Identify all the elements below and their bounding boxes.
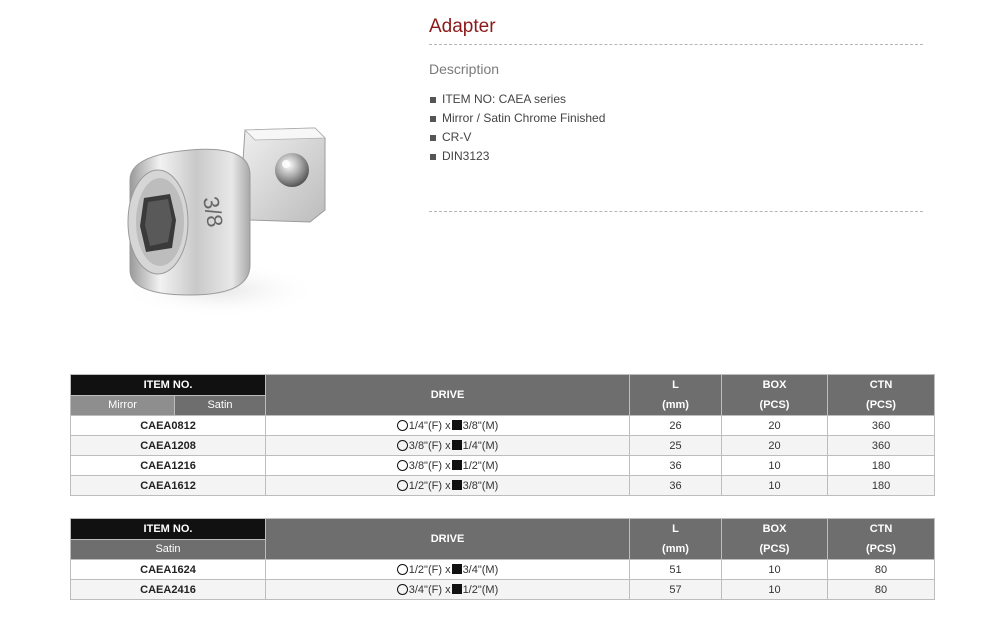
box-cell: 10 bbox=[722, 560, 828, 580]
item-code: CAEA1208 bbox=[71, 436, 266, 456]
drive-cell: 3/8"(F) x 1/2"(M) bbox=[266, 456, 630, 476]
female-drive-icon bbox=[397, 584, 408, 595]
male-drive-icon bbox=[452, 564, 462, 574]
square-bullet-icon bbox=[430, 97, 436, 103]
table-row bbox=[71, 476, 935, 496]
ctn-cell: 180 bbox=[828, 476, 935, 496]
feature-list bbox=[429, 90, 923, 166]
table-row bbox=[71, 560, 935, 580]
male-drive-icon bbox=[452, 480, 462, 490]
female-drive-icon bbox=[397, 480, 408, 491]
box-cell: 20 bbox=[722, 416, 828, 436]
header-satin: Satin bbox=[175, 395, 266, 416]
male-drive-icon bbox=[452, 440, 462, 450]
ctn-cell: 80 bbox=[828, 580, 935, 600]
male-drive-icon bbox=[452, 420, 462, 430]
header-ctn: CTN (PCS) bbox=[828, 519, 935, 560]
header-satin: Satin bbox=[71, 539, 266, 560]
ctn-cell: 360 bbox=[828, 416, 935, 436]
header-drive: DRIVE bbox=[266, 375, 630, 416]
ctn-cell: 360 bbox=[828, 436, 935, 456]
item-code: CAEA1624 bbox=[71, 560, 266, 580]
female-drive-icon bbox=[397, 420, 408, 431]
box-cell: 10 bbox=[722, 476, 828, 496]
item-code: CAEA1216 bbox=[71, 456, 266, 476]
ctn-cell: 180 bbox=[828, 456, 935, 476]
socket-adapter-illustration bbox=[100, 100, 360, 340]
box-cell: 20 bbox=[722, 436, 828, 456]
product-info-panel bbox=[429, 14, 923, 212]
header-l: L (mm) bbox=[630, 519, 722, 560]
length-cell: 51 bbox=[630, 560, 722, 580]
length-cell: 26 bbox=[630, 416, 722, 436]
divider bbox=[429, 211, 923, 212]
drive-cell: 1/2"(F) x 3/8"(M) bbox=[266, 476, 630, 496]
product-image bbox=[100, 100, 360, 340]
square-bullet-icon bbox=[430, 135, 436, 141]
product-title: Adapter bbox=[429, 16, 496, 37]
item-code: CAEA2416 bbox=[71, 580, 266, 600]
drive-cell: 1/2"(F) x 3/4"(M) bbox=[266, 560, 630, 580]
ctn-cell: 80 bbox=[828, 560, 935, 580]
spec-table-mirror-satin bbox=[70, 374, 935, 496]
box-cell: 10 bbox=[722, 456, 828, 476]
table-row bbox=[71, 456, 935, 476]
header-l: L (mm) bbox=[630, 375, 722, 416]
box-cell: 10 bbox=[722, 580, 828, 600]
header-box: BOX (PCS) bbox=[722, 375, 828, 416]
table-row bbox=[71, 416, 935, 436]
male-drive-icon bbox=[452, 460, 462, 470]
length-cell: 36 bbox=[630, 456, 722, 476]
header-mirror: Mirror bbox=[71, 395, 175, 416]
feature-item: CR-V bbox=[429, 128, 923, 147]
table-row bbox=[71, 436, 935, 456]
feature-item: Mirror / Satin Chrome Finished bbox=[429, 109, 923, 128]
drive-cell: 3/4"(F) x 1/2"(M) bbox=[266, 580, 630, 600]
header-ctn: CTN (PCS) bbox=[828, 375, 935, 416]
header-item-no: ITEM NO. bbox=[71, 519, 266, 540]
feature-item: DIN3123 bbox=[429, 147, 923, 166]
spec-table-satin bbox=[70, 518, 935, 600]
size-marking: 3/8 bbox=[198, 194, 229, 229]
drive-cell: 1/4"(F) x 3/8"(M) bbox=[266, 416, 630, 436]
header-drive: DRIVE bbox=[266, 519, 630, 560]
length-cell: 25 bbox=[630, 436, 722, 456]
female-drive-icon bbox=[397, 440, 408, 451]
square-bullet-icon bbox=[430, 154, 436, 160]
square-bullet-icon bbox=[430, 116, 436, 122]
drive-cell: 3/8"(F) x 1/4"(M) bbox=[266, 436, 630, 456]
description-heading: Description bbox=[429, 61, 500, 77]
female-drive-icon bbox=[397, 564, 408, 575]
divider bbox=[429, 44, 923, 45]
length-cell: 57 bbox=[630, 580, 722, 600]
male-drive-icon bbox=[452, 584, 462, 594]
item-code: CAEA0812 bbox=[71, 416, 266, 436]
female-drive-icon bbox=[397, 460, 408, 471]
feature-item: ITEM NO: CAEA series bbox=[429, 90, 923, 109]
header-box: BOX (PCS) bbox=[722, 519, 828, 560]
item-code: CAEA1612 bbox=[71, 476, 266, 496]
table-row bbox=[71, 580, 935, 600]
header-item-no: ITEM NO. bbox=[71, 375, 266, 396]
length-cell: 36 bbox=[630, 476, 722, 496]
